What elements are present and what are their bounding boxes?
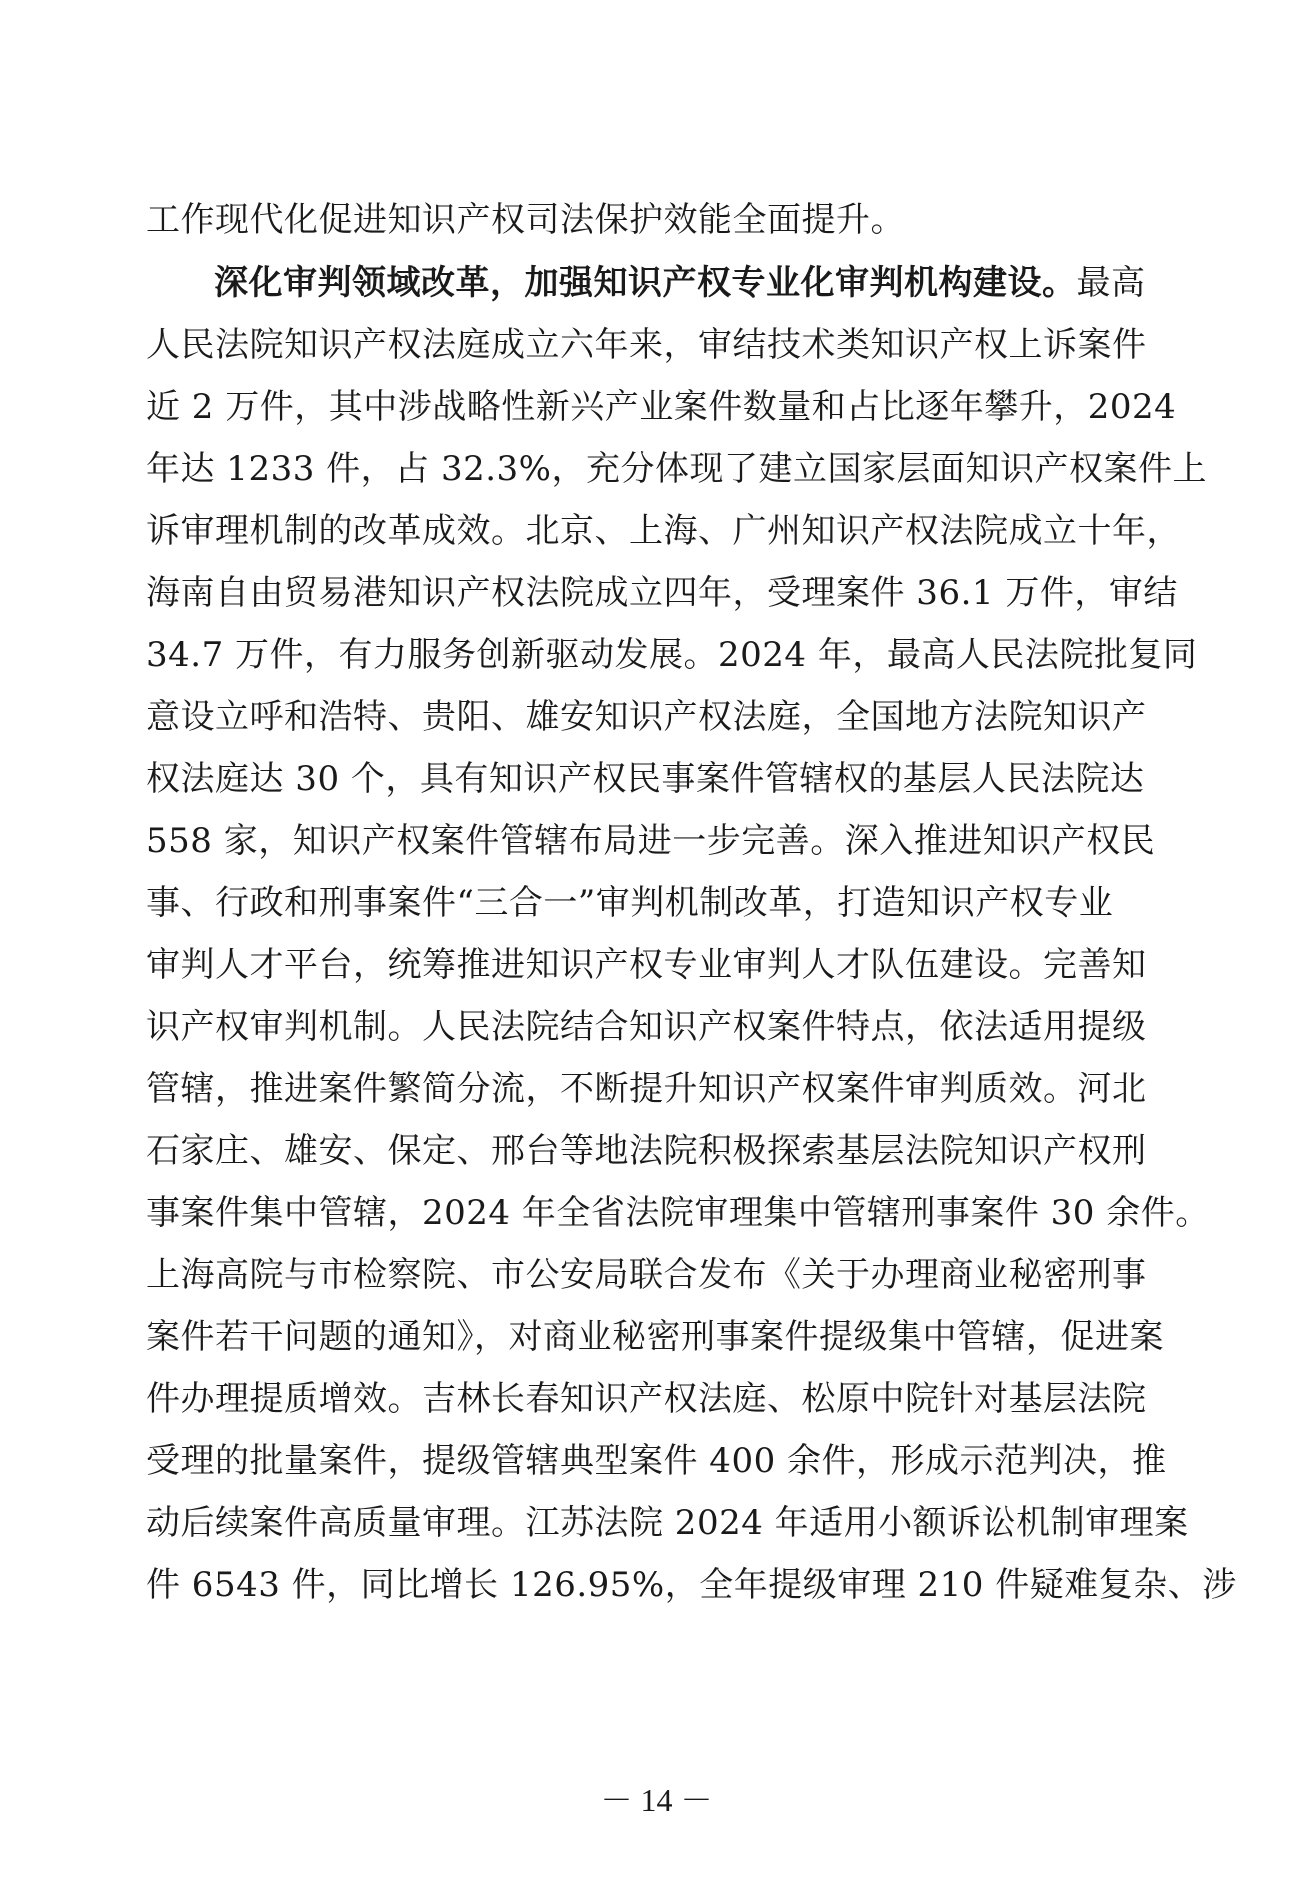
text-line: 权法庭达 30 个，具有知识产权民事案件管辖权的基层人民法院达 xyxy=(146,759,1145,799)
text-line: 事案件集中管辖，2024 年全省法院审理集中管辖刑事案件 30 余件。 xyxy=(146,1193,1210,1233)
text-line: 558 家，知识产权案件管辖布局进一步完善。深入推进知识产权民 xyxy=(146,821,1156,861)
text-line: 工作现代化促进知识产权司法保护效能全面提升。 xyxy=(146,200,905,240)
text-line: 石家庄、雄安、保定、邢台等地法院积极探索基层法院知识产权刑 xyxy=(146,1131,1147,1171)
paragraph-lead-text: 最高 xyxy=(1076,263,1146,303)
text-line: 件 6543 件，同比增长 126.95%，全年提级审理 210 件疑难复杂、涉 xyxy=(146,1565,1237,1605)
text-line: 上海高院与市检察院、市公安局联合发布《关于办理商业秘密刑事 xyxy=(146,1255,1147,1295)
text-line: 审判人才平台，统筹推进知识产权专业审判人才队伍建设。完善知 xyxy=(146,945,1147,985)
text-line: 34.7 万件，有力服务创新驱动发展。2024 年，最高人民法院批复同 xyxy=(146,635,1198,675)
page-number: － 14 － xyxy=(600,1782,713,1818)
text-line: 案件若干问题的通知》，对商业秘密刑事案件提级集中管辖，促进案 xyxy=(146,1317,1164,1357)
text-line: 海南自由贸易港知识产权法院成立四年，受理案件 36.1 万件，审结 xyxy=(146,573,1178,613)
text-line: 事、行政和刑事案件“三合一”审判机制改革，打造知识产权专业 xyxy=(146,883,1114,923)
text-line: 诉审理机制的改革成效。北京、上海、广州知识产权法院成立十年， xyxy=(146,511,1181,551)
paragraph-heading-line xyxy=(214,253,1146,313)
text-line: 意设立呼和浩特、贵阳、雄安知识产权法庭，全国地方法院知识产 xyxy=(146,697,1147,737)
text-line: 人民法院知识产权法庭成立六年来，审结技术类知识产权上诉案件 xyxy=(146,325,1147,365)
text-line: 识产权审判机制。人民法院结合知识产权案件特点，依法适用提级 xyxy=(146,1007,1147,1047)
text-line: 件办理提质增效。吉林长春知识产权法庭、松原中院针对基层法院 xyxy=(146,1379,1147,1419)
paragraph-heading: 深化审判领域改革，加强知识产权专业化审判机构建设。 xyxy=(214,263,1077,303)
text-line: 管辖，推进案件繁简分流，不断提升知识产权案件审判质效。河北 xyxy=(146,1069,1147,1109)
text-line: 受理的批量案件，提级管辖典型案件 400 余件，形成示范判决，推 xyxy=(146,1441,1167,1481)
text-line: 年达 1233 件，占 32.3%，充分体现了建立国家层面知识产权案件上 xyxy=(146,449,1207,489)
text-line: 动后续案件高质量审理。江苏法院 2024 年适用小额诉讼机制审理案 xyxy=(146,1503,1189,1543)
text-line: 近 2 万件，其中涉战略性新兴产业案件数量和占比逐年攀升，2024 xyxy=(146,387,1177,427)
